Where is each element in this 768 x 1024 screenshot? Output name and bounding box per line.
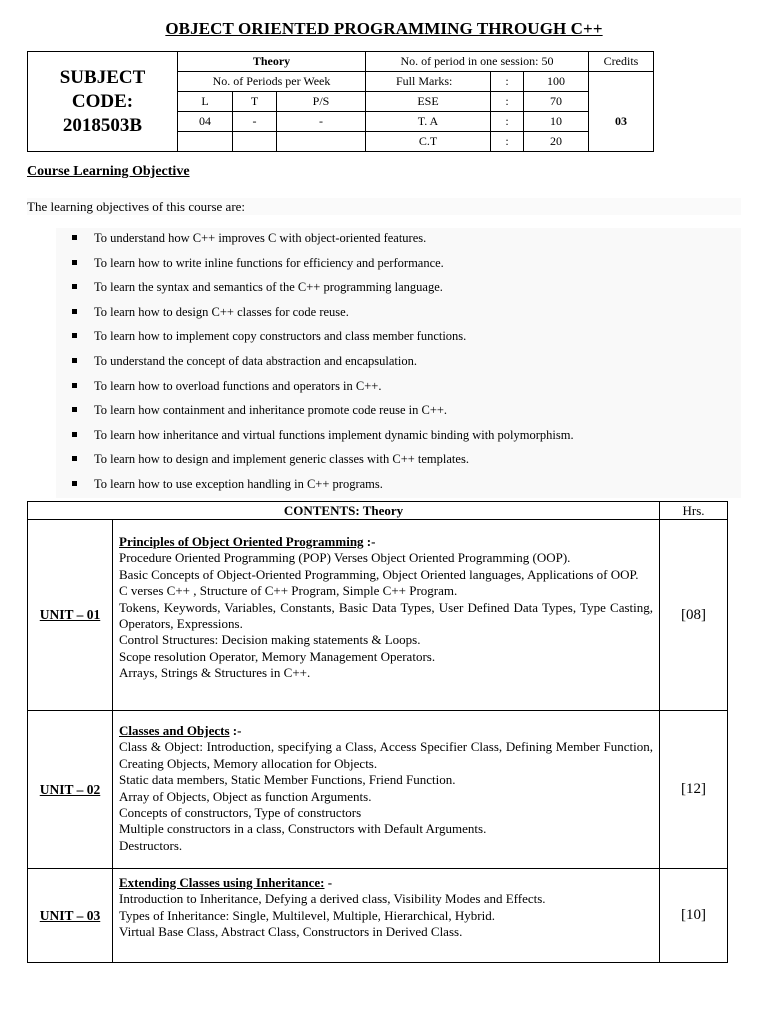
ese-label: ESE <box>366 92 491 112</box>
objectives-list-container <box>56 228 741 498</box>
unit-line: Control Structures: Decision making statements & Loops. <box>119 632 421 648</box>
credits-header: Credits <box>589 52 654 72</box>
ct-value: 20 <box>524 132 589 152</box>
list-item: To learn how containment and inheritance promote code reuse in C++. <box>56 400 741 425</box>
hrs-header: Hrs. <box>660 502 728 520</box>
unit-line: Types of Inheritance: Single, Multilevel, Multiple, Hierarchical, Hybrid. <box>119 907 495 923</box>
bullet-icon <box>72 235 77 240</box>
full-marks-value: 100 <box>524 72 589 92</box>
l-value: 04 <box>178 112 233 132</box>
col-l-header: L <box>178 92 233 112</box>
list-item: To learn how to design C++ classes for code reuse. <box>56 302 741 327</box>
subject-code-number: 2018503B <box>62 114 143 136</box>
col-t-header: T <box>233 92 277 112</box>
subject-code-line-2: CODE: <box>71 90 134 112</box>
unit-label: UNIT – 01 <box>28 520 113 711</box>
list-item: To understand the concept of data abstraction and encapsulation. <box>56 351 741 376</box>
bullet-icon <box>72 309 77 314</box>
bullet-icon <box>72 432 77 437</box>
colon: : <box>491 72 524 92</box>
bullet-icon <box>72 481 77 486</box>
list-item: To learn how to use exception handling in C++ programs. <box>56 474 741 499</box>
contents-header: CONTENTS: Theory <box>28 502 660 520</box>
unit-line: Class & Object: Introduction, specifying a Class, Access Specifier Class, Defining Member Function, Creating Objects, Memory allocation for Objects. <box>119 739 653 771</box>
table-row <box>28 520 728 711</box>
ct-label: C.T <box>366 132 491 152</box>
empty-cell <box>277 132 366 152</box>
unit-line: C verses C++ , Structure of C++ Program, Simple C++ Program. <box>119 583 458 599</box>
subject-info-table <box>27 51 654 152</box>
colon: : <box>491 132 524 152</box>
list-item: To learn how to write inline functions for efficiency and performance. <box>56 253 741 278</box>
unit-line: Arrays, Strings & Structures in C++. <box>119 665 311 681</box>
periods-week-header: No. of Periods per Week <box>178 72 366 92</box>
unit-line: Destructors. <box>119 837 183 853</box>
empty-cell <box>233 132 277 152</box>
unit-title: Principles of Object Oriented Programming <box>119 534 364 549</box>
unit-line: Basic Concepts of Object-Oriented Programming, Object Oriented languages, Applications of OOP. <box>119 566 639 582</box>
list-item: To learn how inheritance and virtual functions implement dynamic binding with polymorphism. <box>56 425 741 450</box>
colon: : <box>491 92 524 112</box>
unit-title: Classes and Objects <box>119 723 230 738</box>
unit-title: Extending Classes using Inheritance: <box>119 875 325 890</box>
unit-line: Multiple constructors in a class, Constructors with Default Arguments. <box>119 821 487 837</box>
unit-label: UNIT – 02 <box>28 711 113 869</box>
unit-content: Principles of Object Oriented Programming :- Procedure Oriented Programming (POP) Verses Object Oriented Programming (OOP). Basic Concepts of Object-Oriented Programming, Object Oriented languages, Applications of OOP. C verses C++ , Structure of C++ Program, Simple C++ Program. Tokens, Keywords, Variables, Constants, Basic Data Types, User Defined Data Types, Type Casting, Operators, Expressions. Control Structures: Decision making statements & Loops. Scope resolution Operator, Memory Management Operators. Arrays, Strings & Structures in C++. <box>113 520 660 711</box>
unit-hours: [12] <box>660 711 728 869</box>
list-item: To learn how to implement copy constructors and class member functions. <box>56 326 741 351</box>
document-title: OBJECT ORIENTED PROGRAMMING THROUGH C++ <box>165 19 603 38</box>
unit-line: Procedure Oriented Programming (POP) Verses Object Oriented Programming (OOP). <box>119 550 571 566</box>
list-item: To learn the syntax and semantics of the C++ programming language. <box>56 277 741 302</box>
bullet-icon <box>72 456 77 461</box>
list-item: To learn how to overload functions and operators in C++. <box>56 376 741 401</box>
ps-value: - <box>277 112 366 132</box>
theory-header: Theory <box>178 52 366 72</box>
unit-line: Concepts of constructors, Type of constructors <box>119 805 362 821</box>
t-value: - <box>233 112 277 132</box>
ese-value: 70 <box>524 92 589 112</box>
col-ps-header: P/S <box>277 92 366 112</box>
unit-line: Static data members, Static Member Functions, Friend Function. <box>119 772 456 788</box>
table-row <box>28 711 728 869</box>
unit-label: UNIT – 03 <box>28 869 113 963</box>
unit-content: Classes and Objects :- Class & Object: Introduction, specifying a Class, Access Specifier Class, Defining Member Function, Creating Objects, Memory allocation for Objects. Static data members, Static Member Functions, Friend Function. Array of Objects, Object as function Arguments. Concepts of constructors, Type of constructors Multiple constructors in a class, Constructors with Default Arguments. Destructors. <box>113 711 660 869</box>
objectives-heading: Course Learning Objective <box>27 164 190 179</box>
unit-line: Tokens, Keywords, Variables, Constants, Basic Data Types, User Defined Data Types, Type Casting, Operators, Expressions. <box>119 599 653 632</box>
colon: : <box>491 112 524 132</box>
full-marks-label: Full Marks: <box>366 72 491 92</box>
objectives-list <box>56 228 741 499</box>
ta-label: T. A <box>366 112 491 132</box>
list-item: To learn how to design and implement generic classes with C++ templates. <box>56 449 741 474</box>
unit-hours: [08] <box>660 520 728 711</box>
bullet-icon <box>72 333 77 338</box>
unit-hours: [10] <box>660 869 728 963</box>
unit-line: Virtual Base Class, Abstract Class, Constructors in Derived Class. <box>119 924 463 940</box>
subject-code <box>28 52 178 152</box>
unit-line: Scope resolution Operator, Memory Management Operators. <box>119 648 436 664</box>
bullet-icon <box>72 407 77 412</box>
unit-content: Extending Classes using Inheritance: - Introduction to Inheritance, Defying a derived class, Visibility Modes and Effects. Types of Inheritance: Single, Multilevel, Multiple, Hierarchical, Hybrid. Virtual Base Class, Abstract Class, Constructors in Derived Class. <box>113 869 660 963</box>
bullet-icon <box>72 260 77 265</box>
ta-value: 10 <box>524 112 589 132</box>
objectives-intro: The learning objectives of this course are: <box>27 198 741 215</box>
unit-line: Array of Objects, Object as function Arguments. <box>119 788 372 804</box>
bullet-icon <box>72 358 77 363</box>
list-item: To understand how C++ improves C with object-oriented features. <box>56 228 741 253</box>
periods-session: No. of period in one session: 50 <box>366 52 589 72</box>
table-row <box>28 869 728 963</box>
credits-value: 03 <box>589 92 654 152</box>
credits-spacer <box>589 72 654 92</box>
subject-code-line-1: SUBJECT <box>59 66 146 88</box>
bullet-icon <box>72 383 77 388</box>
empty-cell <box>178 132 233 152</box>
bullet-icon <box>72 284 77 289</box>
unit-line: Introduction to Inheritance, Defying a derived class, Visibility Modes and Effects. <box>119 891 546 907</box>
contents-table <box>27 501 728 963</box>
